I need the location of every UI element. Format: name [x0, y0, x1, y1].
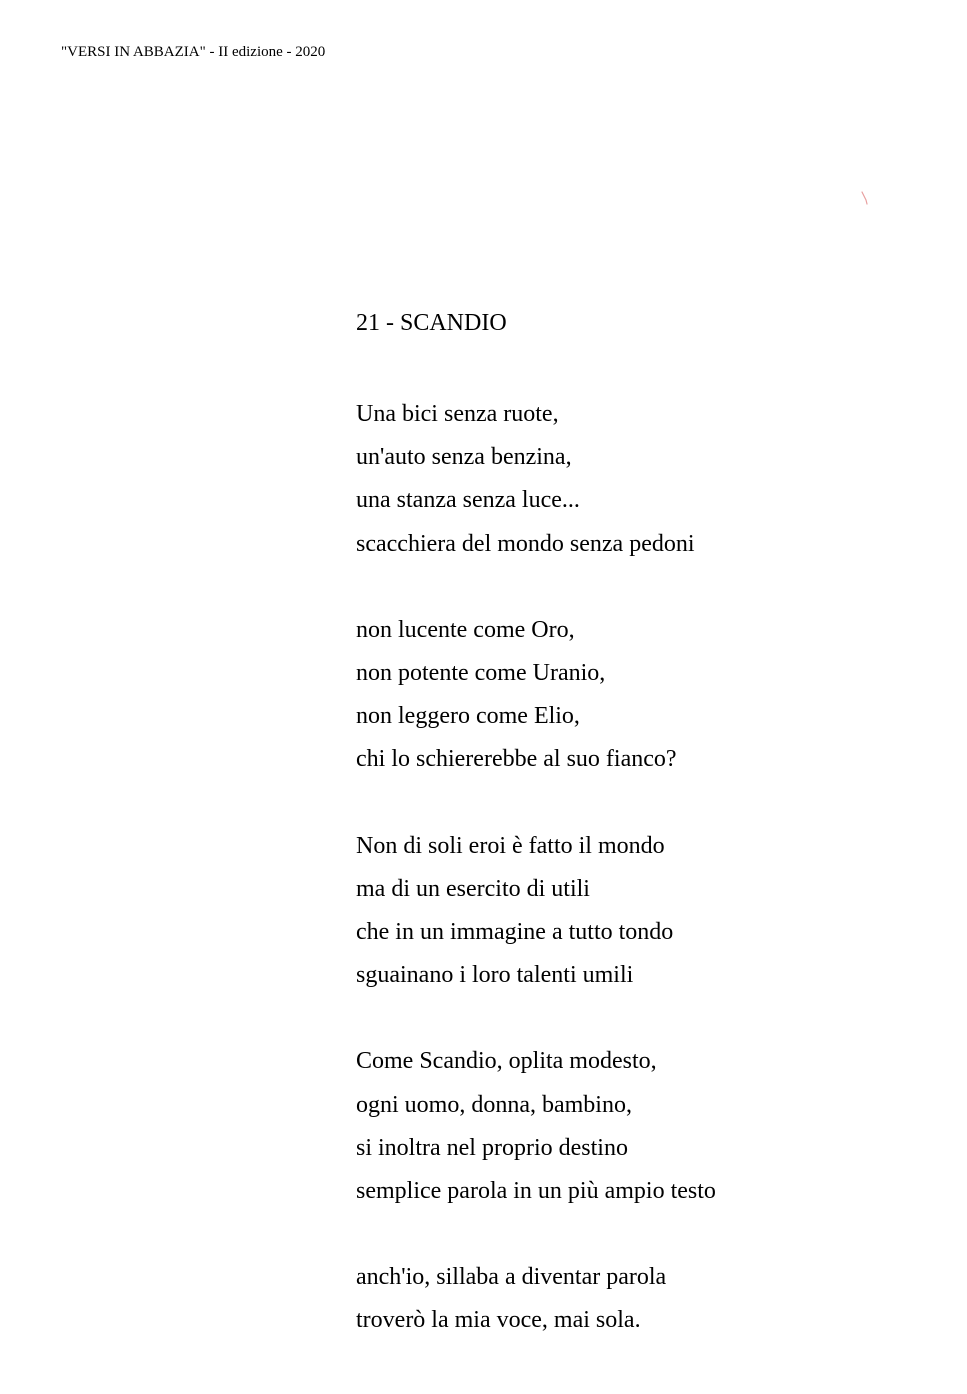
verse-line: sguainano i loro talenti umili: [356, 962, 634, 989]
stanza-1: [356, 393, 916, 566]
running-header: "VERSI IN ABBAZIA" - II edizione - 2020: [61, 44, 326, 60]
verse-line: troverò la mia voce, mai sola.: [356, 1307, 641, 1334]
verse-line: una stanza senza luce...: [356, 487, 580, 514]
stanza-5: [356, 1256, 916, 1342]
pen-mark-icon: [861, 191, 869, 205]
poem: [356, 307, 916, 1343]
verse-line: scacchiera del mondo senza pedoni: [356, 530, 695, 557]
verse-line: anch'io, sillaba a diventar parola: [356, 1264, 667, 1291]
verse-line: non lucente come Oro,: [356, 616, 575, 643]
poem-body: [356, 393, 916, 1343]
verse-line: Non di soli eroi è fatto il mondo: [356, 832, 665, 859]
verse-line: si inoltra nel proprio destino: [356, 1134, 628, 1161]
verse-line: Come Scandio, oplita modesto,: [356, 1048, 657, 1075]
verse-line: non leggero come Elio,: [356, 703, 580, 730]
stanza-4: [356, 1040, 916, 1213]
verse-line: che in un immagine a tutto tondo: [356, 919, 674, 946]
verse-line: un'auto senza benzina,: [356, 444, 572, 471]
stanza-3: [356, 825, 916, 998]
stanza-2: [356, 609, 916, 782]
verse-line: ma di un esercito di utili: [356, 875, 590, 902]
verse-line: ogni uomo, donna, bambino,: [356, 1091, 632, 1118]
verse-line: non potente come Uranio,: [356, 660, 606, 687]
poem-title: 21 - SCANDIO: [356, 310, 507, 336]
verse-line: chi lo schiererebbe al suo fianco?: [356, 746, 677, 773]
verse-line: semplice parola in un più ampio testo: [356, 1178, 716, 1205]
verse-line: Una bici senza ruote,: [356, 401, 559, 427]
